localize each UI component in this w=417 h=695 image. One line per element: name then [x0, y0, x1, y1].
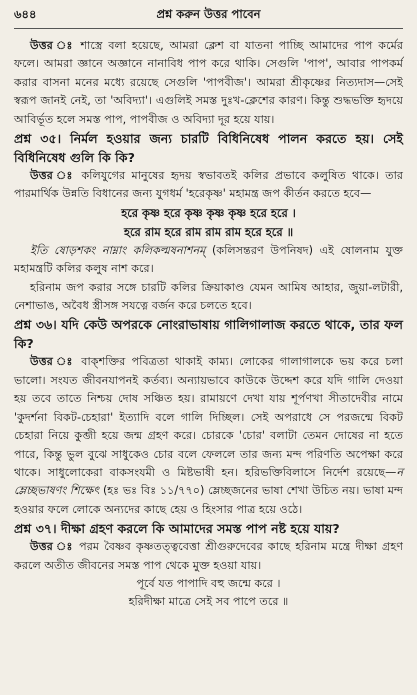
body-paragraph: [14, 242, 403, 279]
question-label: প্রশ্ন ৩৬।: [14, 317, 57, 333]
answer-label: উত্তর ঃ: [30, 169, 76, 183]
answer-text: কলিযুগের মানুষের হৃদয় স্বভাবতই কলির প্রভাবে কলুষিত থাকে। তার পারমার্থিক উন্নতি বিধানের জন্য যুগধর্ম 'হরেকৃষ্ণ' মহামন্ত্র জপ কীর্তন করতে হবে—: [14, 169, 403, 201]
mantra-line: হরে রাম হরে রাম রাম রাম হরে হরে ॥: [123, 224, 294, 239]
page-number: ৬৪৪: [14, 7, 37, 21]
verse-line: পূর্বে যত পাপাদি বহু জন্মে করে ।: [136, 576, 281, 590]
question-35: [14, 129, 403, 167]
answer-paragraph: [14, 353, 403, 519]
italic-quote: ইতি ষোড়শকং নাম্নাং কলিকল্মষনাশনম্: [30, 243, 206, 257]
answer-paragraph: [14, 37, 403, 129]
question-text: যদি কেউ অপরকে নোংরাভাষায় গালিগালাজ করতে থাকে, তার ফল কি?: [14, 317, 403, 352]
answer-text: শাস্ত্রে বলা হয়েছে, আমরা ক্লেশ বা যাতনা পাচ্ছি আমাদের পাপ কর্মের ফলে। আমরা জ্ঞানে অজ্ঞানে নানাবিধ পাপ করে থাকি। সেগুলি 'পাপ', আবার পাপকর্ম করার বাসনা মনের মধ্যে রয়েছে সেগুলি 'পাপবীজ'। আমরা শ্রীকৃষ্ণের নিত্যদাস—সেই স্বরূপ জানই নেই, তা 'অবিদ্যা'। এগুলিই সমস্ত দুঃখ-ক্লেশের কারণ। কিন্তু শুদ্ধভক্তি হৃদয়ে আবির্ভূত হলে সমস্ত পাপ, পাপবীজ ও অবিদ্যা দূর হয়ে যায়।: [14, 39, 403, 126]
answer-paragraph: [14, 167, 403, 204]
answer-text: বাক্‌শক্তির পবিত্রতা থাকাই কাম্য। লোকের গালাগালকে ভয় করে চলা ভালো। সংযত জীবনযাপনই কর্তব্য। অন্যায়ভাবে কাউকে উদ্দেশ করে যদি গালি দেওয়া হয় তবে তাতে নিশ্চয় দোষ সঞ্চিত হয়। রামায়ণে দেখা যায় শূর্পণখা সীতাদেবীর নামে 'কুদর্শনা বিকট-চেহারা' ইত্যাদি বলে গালি দিচ্ছিল। সেই অপরাধে সে পরজন্মে বিকট চেহারা নিয়ে কুব্জী হয়ে জন্ম গ্রহণ করে। চোরকে 'চোর' বলাটা তেমন দোষের না হতে পারে, কিন্তু ভুল বুঝে সাধুকেও চোর বলে ফেললে তার জন্য মন্দ পরিণতি অপেক্ষা করে থাকে। সাধুলোকেরা বাকসংযমী ও মিষ্টভাষী হন। হরিভক্তিবিলাসে নির্দেশ রয়েছে—: [14, 355, 403, 479]
question-text: দীক্ষা গ্রহণ করলে কি আমাদের সমস্ত পাপ নষ্ট হয়ে যায়?: [60, 521, 340, 537]
verse-line: হরিদীক্ষা মাত্রে সেই সব পাপে তরে ॥: [128, 595, 289, 609]
answer-paragraph: [14, 538, 403, 575]
question-37: [14, 519, 403, 538]
answer-label: উত্তর ঃ: [30, 355, 76, 369]
body-paragraph: হরিনাম জপ করার সঙ্গে চারটি কলির ক্রিয়াকাণ্ড যেমন আমিষ আহার, জুয়া-লটারী, নেশাভাঙ, অবৈধ স্ত্রীসঙ্গ সযত্নে বর্জন করে চলতে হবে।: [14, 280, 403, 313]
answer-label: উত্তর ঃ: [30, 39, 75, 52]
answer-label: উত্তর ঃ: [30, 540, 74, 554]
question-36: [14, 315, 403, 353]
question-label: প্রশ্ন ৩৭।: [14, 521, 57, 537]
mantra-line: হরে কৃষ্ণ হরে কৃষ্ণ কৃষ্ণ কৃষ্ণ হরে হরে ।: [121, 205, 296, 220]
page-header: [14, 6, 403, 29]
answer-text: (হঃ ভঃ বিঃ ১১/৭৭০) ম্লেচ্ছজনের ভাষা শেখা উচিত নয়। ভাষা মন্দ হওয়ার ফলে লোকে অন্যদের কাছে হেয় ও হিংসার পাত্র হয়ে ওঠে।: [14, 484, 403, 516]
answer-text: পরম বৈষ্ণব কৃষ্ণতত্ত্ববেত্তা শ্রীগুরুদেবের কাছে হরিনাম মন্ত্রে দীক্ষা গ্রহণ করলে অতীত জীবনের সমস্ত পাপ থেকে মুক্ত হওয়া যায়।: [14, 540, 403, 572]
body-text: (কলিসন্তরণ উপনিষদ) এই ষোলনাম যুক্ত মহামন্ত্রটি কলির কলুষ নাশ করে।: [14, 243, 403, 276]
running-title: প্রশ্ন করুন উত্তর পাবেন: [156, 7, 261, 21]
question-label: প্রশ্ন ৩৫।: [14, 131, 62, 147]
question-text: নির্মল হওয়ার জন্য চারটি বিধিনিষেধ পালন করতে হয়। সেই বিধিনিষেধ গুলি কি কি?: [14, 131, 403, 166]
italic-quote: ন ম্লেচ্ছভাষণং শিক্ষেৎ: [14, 465, 403, 498]
